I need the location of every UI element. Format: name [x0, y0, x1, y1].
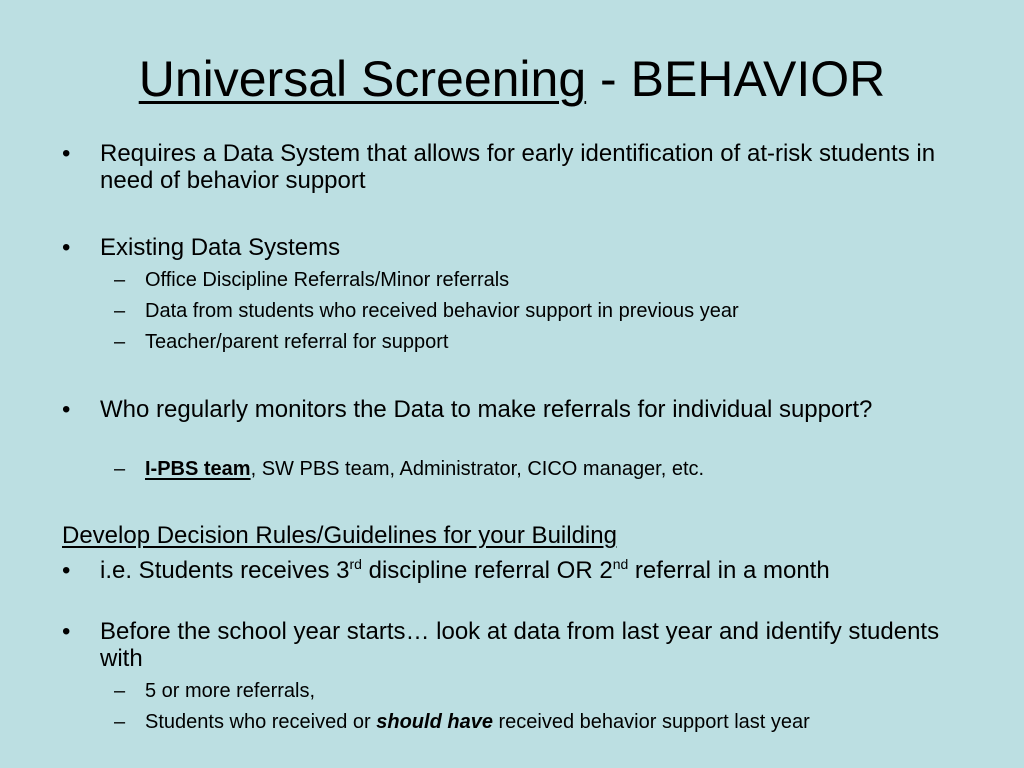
dash-icon: – — [114, 458, 126, 480]
bullet-icon: • — [62, 396, 71, 423]
bullet-text: Before the school year starts… look at data from last year and identify students with — [100, 618, 940, 672]
bullet-existing-systems — [62, 234, 980, 261]
dash-icon: – — [114, 300, 126, 322]
title-underlined-text: Universal Screening — [138, 51, 587, 107]
bullet-icon: • — [62, 618, 71, 645]
sub-item-text: Office Discipline Referrals/Minor referrals — [145, 269, 510, 291]
rule-text-c: referral in a month — [628, 557, 830, 584]
bullet-rule-before-year — [62, 618, 980, 672]
bullet-rule-referrals — [62, 556, 980, 584]
should-have-text: should have — [376, 711, 493, 733]
sub-item-five-referrals — [114, 679, 965, 703]
rule-text-a: i.e. Students receives 3 — [100, 557, 350, 584]
bullet-icon: • — [62, 140, 71, 167]
sub-item-text: Data from students who received behavior support in previous year — [145, 300, 739, 322]
rule-sup-rd: rd — [349, 556, 362, 572]
sub-item-text-b: received behavior support last year — [492, 711, 810, 733]
sub-item-text-a: Students who received or — [145, 711, 377, 733]
dash-icon: – — [114, 331, 126, 353]
bullet-text: Existing Data Systems — [100, 234, 341, 261]
sub-item-teacher-parent — [114, 330, 965, 354]
bullet-data-system — [62, 140, 980, 194]
decision-rules-heading: Develop Decision Rules/Guidelines for your Building — [62, 522, 617, 549]
sub-item-text: 5 or more referrals, — [145, 680, 316, 702]
rule-sup-nd: nd — [612, 556, 629, 572]
dash-icon: – — [114, 680, 126, 702]
bullet-text: Who regularly monitors the Data to make referrals for individual support? — [100, 396, 873, 423]
sub-item-previous-year — [114, 299, 965, 323]
bullet-text: Requires a Data System that allows for early identification of at-risk students in need of behavior support — [100, 140, 936, 194]
bullet-icon: • — [62, 557, 71, 584]
rule-text-b: discipline referral OR 2 — [361, 557, 613, 584]
bullet-icon: • — [62, 234, 71, 261]
sub-item-text: , SW PBS team, Administrator, CICO manager, etc. — [250, 458, 705, 480]
sub-item-teams — [114, 457, 965, 481]
dash-icon: – — [114, 269, 126, 291]
sub-item-text: Teacher/parent referral for support — [145, 331, 449, 353]
sub-item-should-have — [114, 710, 965, 734]
dash-icon: – — [114, 711, 126, 733]
title-rest-text: - BEHAVIOR — [586, 51, 886, 107]
ipbs-team-text: I-PBS team — [145, 458, 251, 480]
bullet-who-monitors — [62, 396, 980, 423]
slide-title — [0, 46, 1024, 112]
sub-item-odr — [114, 268, 965, 292]
